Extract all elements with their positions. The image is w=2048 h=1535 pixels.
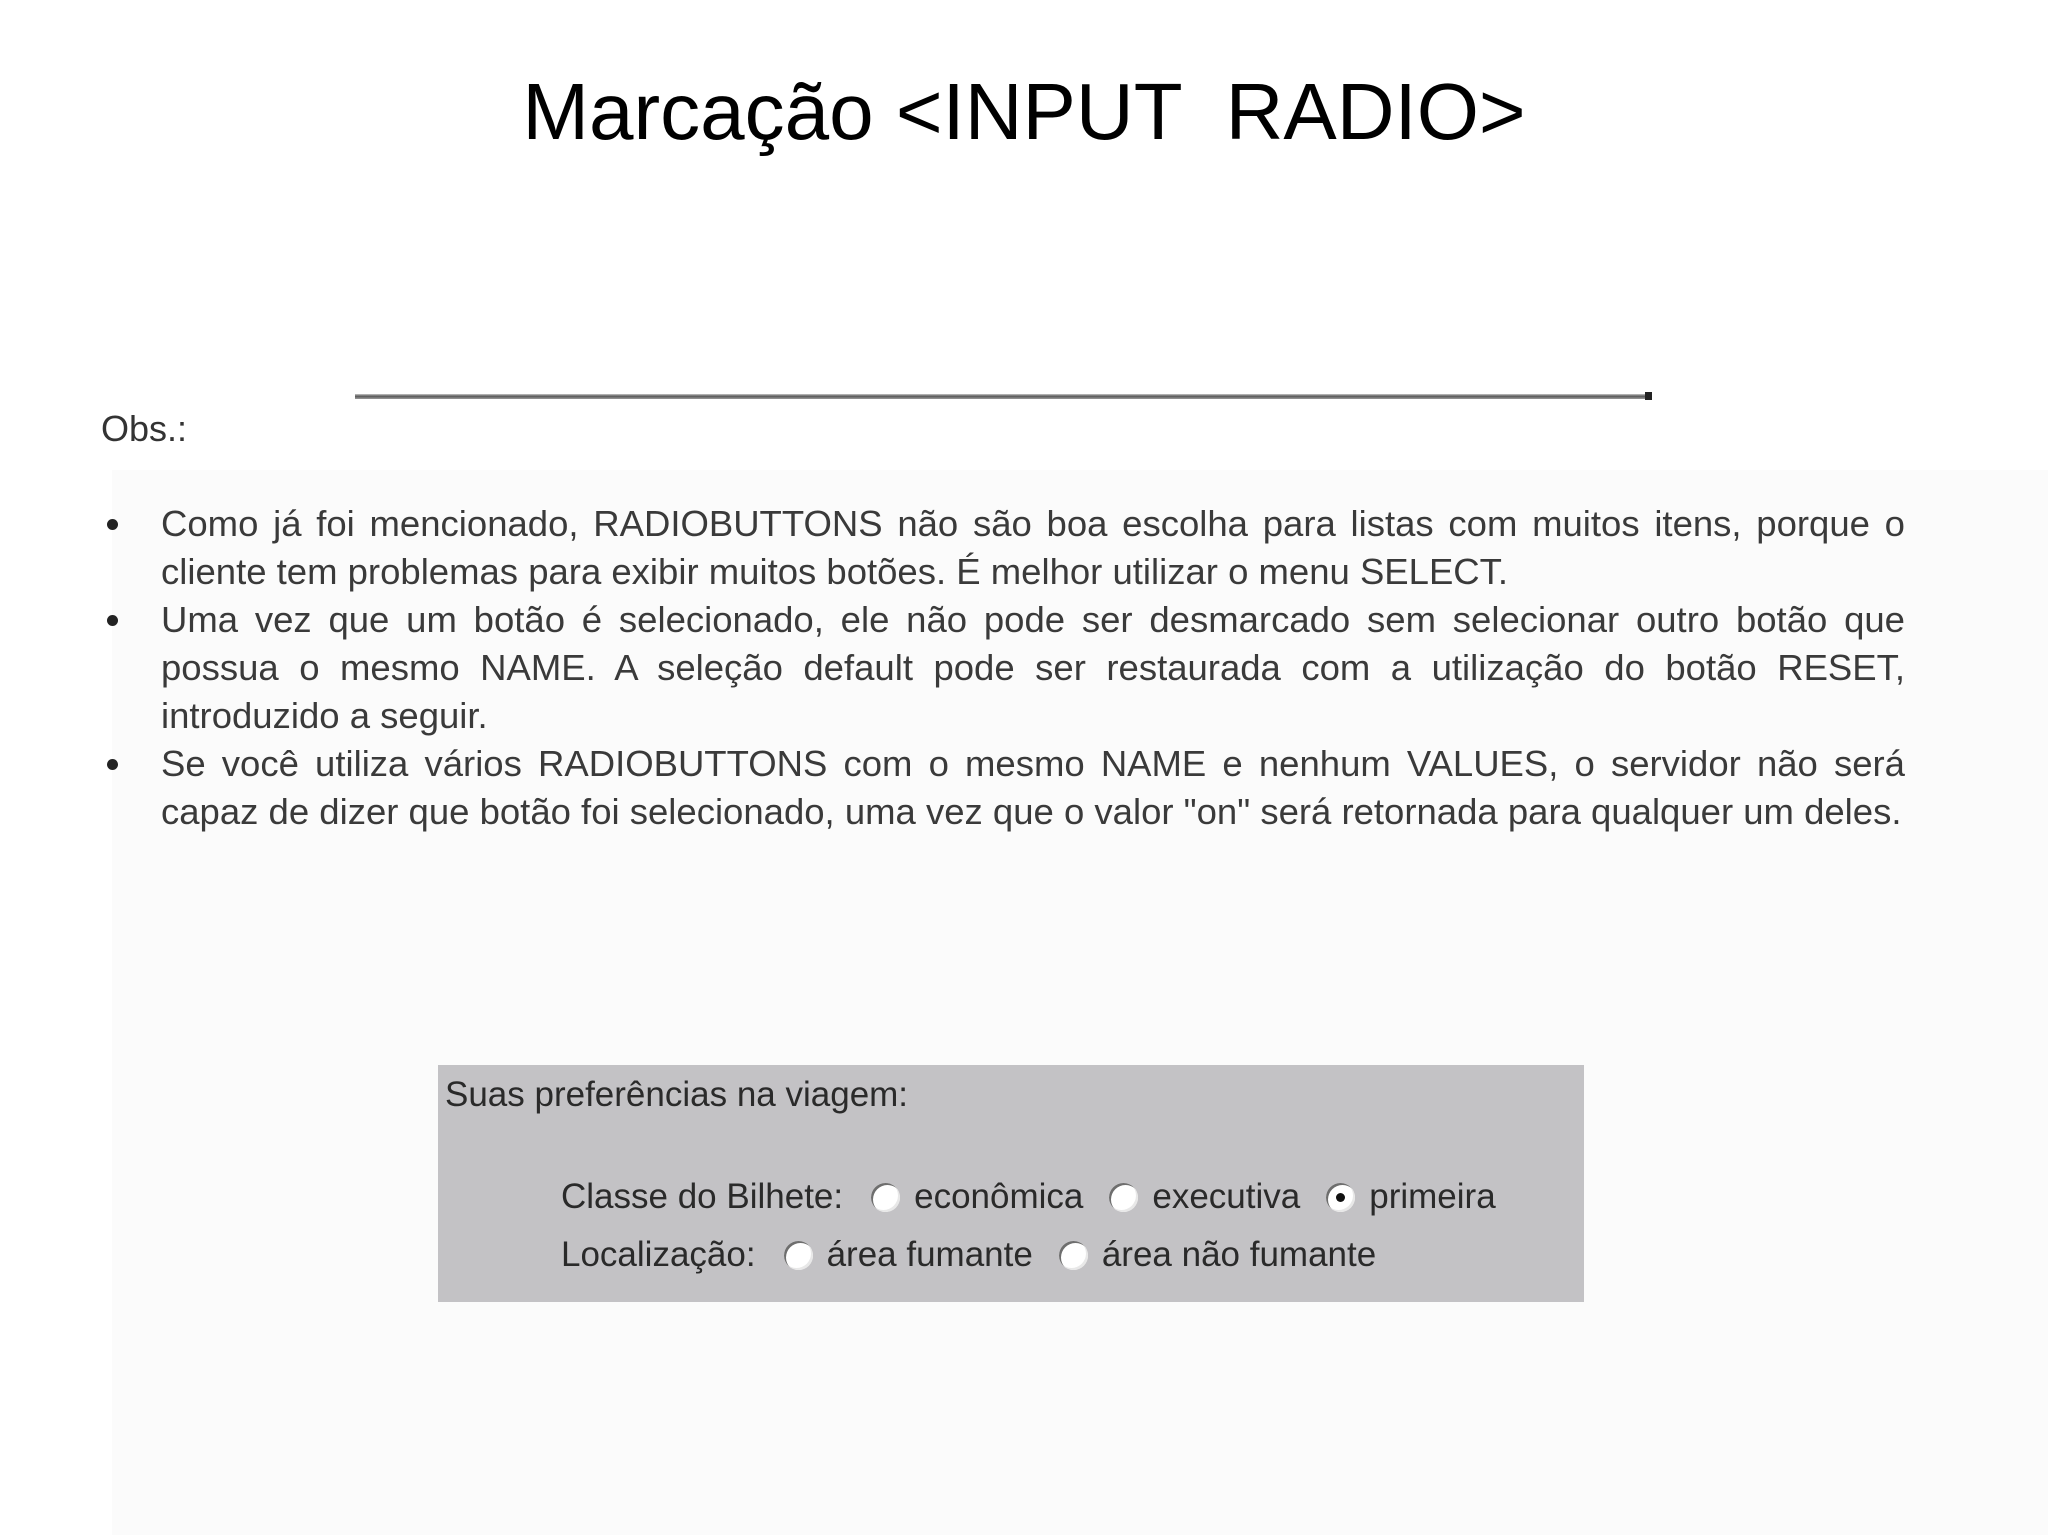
list-item <box>101 500 1905 596</box>
form-heading: Suas preferências na viagem: <box>445 1075 909 1114</box>
bullet-icon <box>107 519 118 530</box>
radio-label-executiva: executiva <box>1152 1177 1301 1216</box>
bullet-text: Se você utiliza vários RADIOBUTTONS com o mesmo NAME e nenhum VALUES, o servidor não será capaz de dizer que botão foi selecionado, uma vez que o valor "on" será retornada para qualquer um deles. <box>161 743 1905 832</box>
ticket-class-label: Classe do Bilhete: <box>561 1177 844 1216</box>
location-row <box>561 1233 1402 1277</box>
radio-label-area-nao-fumante: área não fumante <box>1101 1235 1377 1274</box>
radio-area-nao-fumante[interactable] <box>1059 1241 1088 1270</box>
bullet-icon <box>107 759 118 770</box>
obs-label: Obs.: <box>101 408 188 449</box>
list-item <box>101 740 1905 836</box>
slide-title: Marcação <INPUT RADIO> <box>522 67 1526 156</box>
radio-label-area-fumante: área fumante <box>826 1235 1033 1274</box>
horizontal-rule <box>355 394 1651 399</box>
radio-label-primeira: primeira <box>1369 1177 1496 1216</box>
bullet-text: Uma vez que um botão é selecionado, ele não pode ser desmarcado sem selecionar outro botão que possua o mesmo NAME. A seleção default pode ser restaurada com a utilização do botão RESET, introduzido a seguir. <box>161 599 1905 736</box>
list-item <box>101 596 1905 740</box>
radio-economica[interactable] <box>871 1183 900 1212</box>
radio-executiva[interactable] <box>1109 1183 1138 1212</box>
radio-label-economica: econômica <box>914 1177 1084 1216</box>
bullet-text: Como já foi mencionado, RADIOBUTTONS não são boa escolha para listas com muitos itens, porque o cliente tem problemas para exibir muitos botões. É melhor utilizar o menu SELECT. <box>161 503 1905 592</box>
radio-area-fumante[interactable] <box>784 1241 813 1270</box>
location-label: Localização: <box>561 1235 756 1274</box>
travel-preferences-form <box>438 1065 1584 1302</box>
radio-primeira[interactable] <box>1326 1183 1355 1212</box>
ticket-class-row <box>561 1175 1522 1219</box>
bullet-icon <box>107 615 118 626</box>
notes-list <box>101 500 1905 836</box>
rule-end-mark <box>1645 392 1652 400</box>
